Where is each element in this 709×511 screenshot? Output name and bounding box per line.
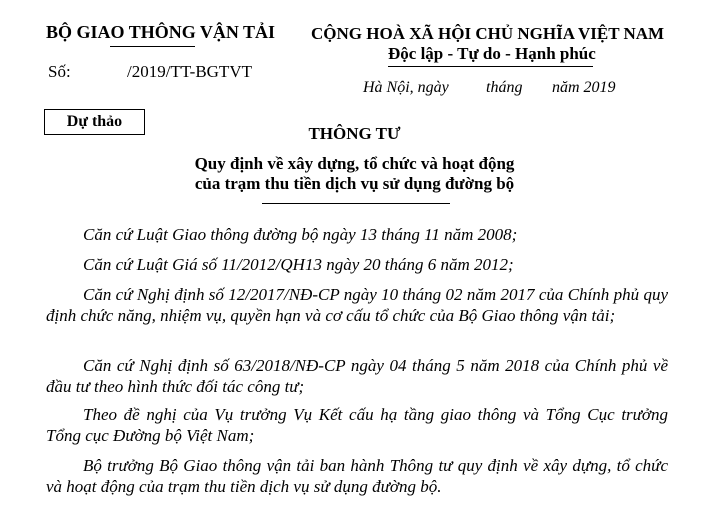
draft-label: Dự thảo — [66, 113, 123, 130]
document-subject-line-2: của trạm thu tiền dịch vụ sử dụng đường bộ — [194, 174, 515, 193]
motto-underline — [388, 66, 593, 67]
place-date-month: tháng — [486, 79, 523, 96]
title-underline — [262, 203, 450, 204]
document-type: THÔNG TƯ — [308, 124, 401, 143]
place-date-day: Hà Nội, ngày — [363, 79, 449, 96]
document-number-label: Số: — [48, 62, 71, 81]
issuing-agency: BỘ GIAO THÔNG VẬN TẢI — [46, 22, 276, 42]
agency-underline — [110, 46, 195, 47]
document-number: /2019/TT-BGTVT — [127, 62, 252, 81]
preamble-paragraph: Bộ trưởng Bộ Giao thông vận tải ban hành Thông tư quy định về xây dựng, tổ chức và hoạt động của trạm thu tiền dịch vụ sử dụng đường bộ. — [46, 456, 668, 496]
preamble-paragraph: Theo đề nghị của Vụ trưởng Vụ Kết cấu hạ tầng giao thông và Tổng Cục trưởng Tổng cục Đường bộ Việt Nam; — [46, 405, 668, 445]
preamble-paragraph: Căn cứ Nghị định số 12/2017/NĐ-CP ngày 10 tháng 02 năm 2017 của Chính phủ quy định chức năng, nhiệm vụ, quyền hạn và cơ cấu tổ chức của Bộ Giao thông vận tải; — [46, 285, 668, 325]
place-date-year: năm 2019 — [552, 79, 616, 96]
national-title: CỘNG HOÀ XÃ HỘI CHỦ NGHĨA VIỆT NAM — [311, 24, 665, 43]
preamble-paragraph: Căn cứ Luật Giá số 11/2012/QH13 ngày 20 tháng 6 năm 2012; — [83, 255, 514, 274]
document-subject-line-1: Quy định về xây dựng, tổ chức và hoạt động — [194, 154, 515, 173]
preamble-paragraph: Căn cứ Nghị định số 63/2018/NĐ-CP ngày 04 tháng 5 năm 2018 của Chính phủ về đầu tư theo hình thức đối tác công tư; — [46, 356, 668, 396]
national-motto: Độc lập - Tự do - Hạnh phúc — [388, 44, 596, 63]
preamble-paragraph: Căn cứ Luật Giao thông đường bộ ngày 13 tháng 11 năm 2008; — [83, 225, 518, 244]
